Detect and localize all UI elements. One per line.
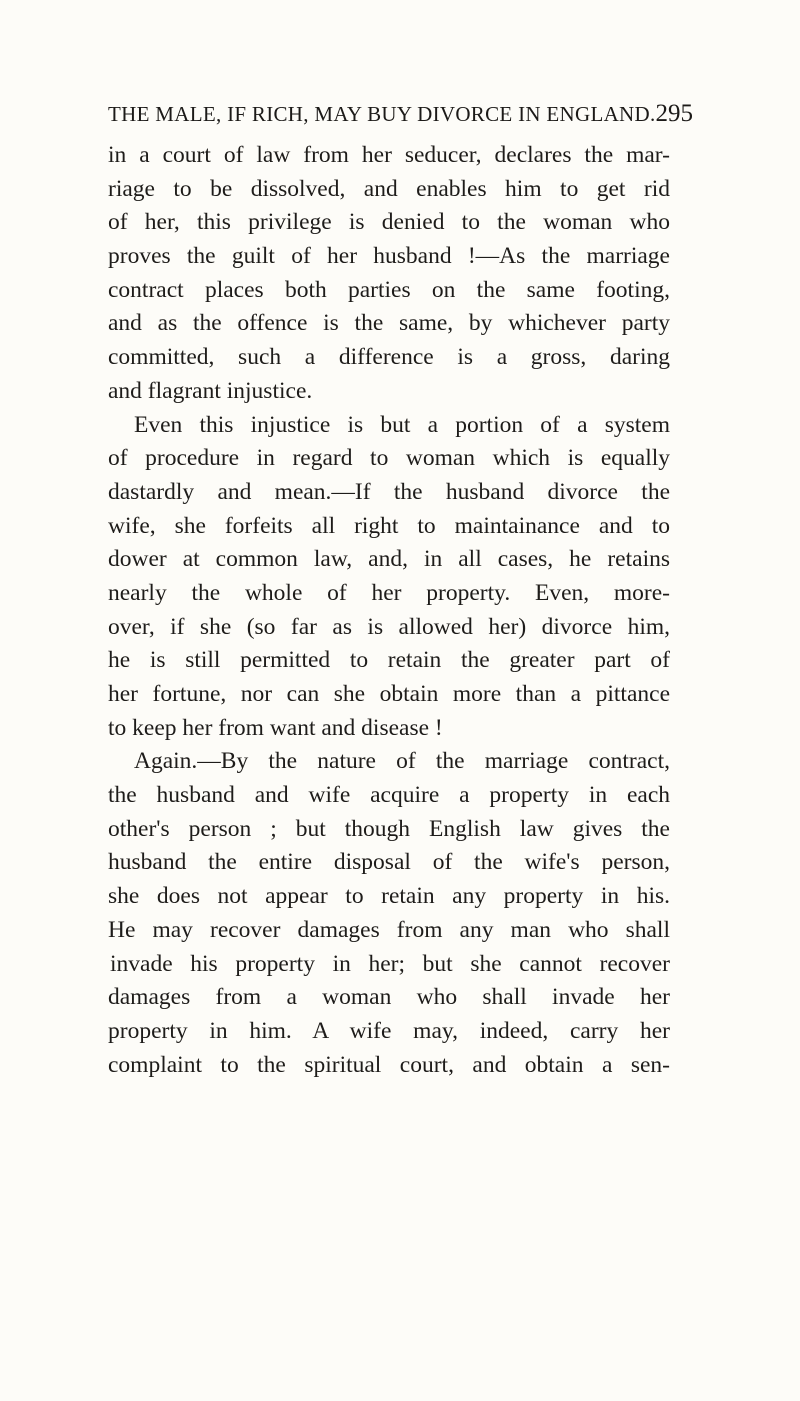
text-line: over, if she (so far as is allowed her) divorce him,: [108, 613, 670, 640]
text-line: proves the guilt of her husband !—As the marriage: [108, 243, 670, 270]
text-line: of her, this privilege is denied to the woman who: [108, 209, 670, 236]
text-line: he is still permitted to retain the greater part of: [108, 647, 670, 674]
paragraph-start-line: Again.—By the nature of the marriage contract,: [134, 748, 670, 775]
page-number: 295: [655, 100, 694, 127]
text-line: committed, such a difference is a gross, daring: [108, 344, 670, 371]
paragraph-end-line: to keep her from want and disease !: [108, 714, 443, 741]
running-head: [108, 100, 694, 128]
text-line: other's person ; but though English law gives the: [108, 815, 670, 842]
text-line: invade his property in her; but she cannot recover: [110, 950, 670, 977]
text-line: damages from a woman who shall invade her: [108, 984, 670, 1011]
paragraph-end-line: and flagrant injustice.: [108, 377, 313, 404]
text-line: of procedure in regard to woman which is equally: [108, 445, 670, 472]
text-line: wife, she forfeits all right to maintainance and to: [108, 512, 670, 539]
text-line: husband the entire disposal of the wife's person,: [108, 849, 670, 876]
text-line: He may recover damages from any man who shall: [108, 916, 670, 943]
text-line: contract places both parties on the same footing,: [108, 276, 670, 303]
text-line: property in him. A wife may, indeed, carry her: [108, 1017, 670, 1044]
text-line: she does not appear to retain any property in his.: [108, 883, 670, 910]
running-title: THE MALE, IF RICH, MAY BUY DIVORCE IN ENGLAND.: [108, 102, 656, 126]
text-line: her fortune, nor can she obtain more than a pittance: [108, 681, 670, 707]
text-line: in a court of law from her seducer, declares the mar-: [108, 142, 670, 168]
text-line: dower at common law, and, in all cases, he retains: [108, 546, 670, 573]
text-line: and as the offence is the same, by whichever party: [108, 310, 670, 337]
body-text: [108, 139, 670, 1082]
text-line: nearly the whole of her property. Even, more-: [108, 579, 670, 606]
text-line: riage to be dissolved, and enables him to get rid: [108, 175, 670, 202]
text-line: complaint to the spiritual court, and obtain a sen-: [108, 1051, 670, 1078]
text-line: dastardly and mean.—If the husband divorce the: [108, 478, 670, 505]
text-line: the husband and wife acquire a property in each: [108, 782, 670, 809]
paragraph-start-line: Even this injustice is but a portion of a system: [134, 411, 670, 438]
